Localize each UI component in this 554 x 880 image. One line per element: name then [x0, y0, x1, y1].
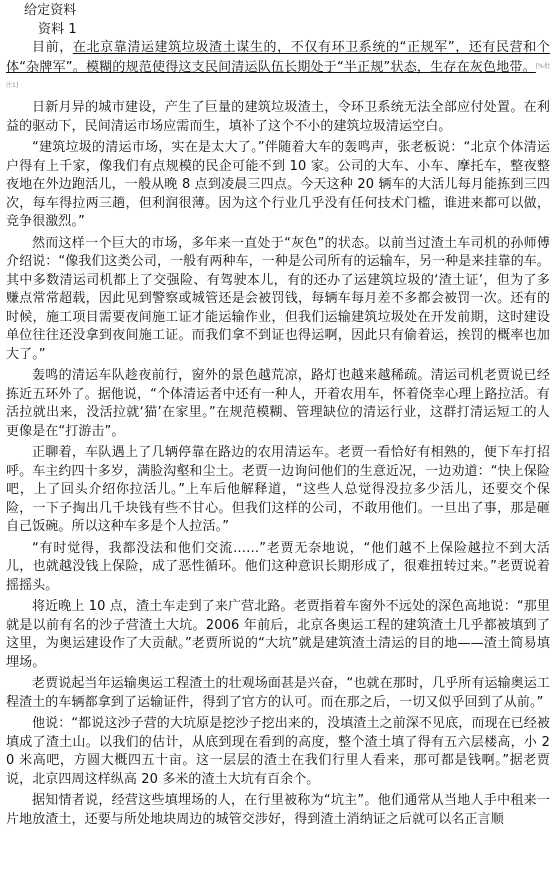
- document-page: [6, 2, 550, 829]
- paragraph-3: “建筑垃圾的清运市场，实在是太大了。”伴随着大车的轰鸣声，张老板说：“北京个体清运户得有上千家，像我们有点规模的民企可能不到 10 家。公司的大车、小车、摩托车，整夜整夜地在外边跑活儿，一般从晚 8 点到凌晨三四点。今天这种 20 辆车的大活儿每月能拣到三四次，每车得拉两三趟，但利润很薄。因为这个行业几乎没有任何技术门槛，谁进来都可以做，竞争很激烈。”: [6, 140, 550, 229]
- paragraph-4: 然而这样一个巨大的市场，多年来一直处于“灰色”的状态。以前当过渣土车司机的孙师傅介绍说：“像我们这类公司，一般有两种车，一种是公司所有的运输车，另一种是来挂靠的车。其中多数清运司机都上了交强险、有驾驶本儿，有的还办了运建筑垃圾的‘渣土证’，但为了多赚点常常超载，因此见到警察或城管还是会被罚钱，每辆车每月差不多都会被罚一次。还有的时候，施工项目需要夜间施工证才能运输作业，但我们运输建筑垃圾处在开发前期，这时建设单位往往还没拿到夜间施工证。而我们拿不到证也得运啊，因此只有偷着运，挨罚的概率也加大了。”: [6, 235, 550, 362]
- paragraph-7: “有时觉得，我都没法和他们交流……”老贾无奈地说，“他们越不上保险越拉不到大活儿，也就越没钱上保险，成了恶性循环。他们这种意识长期形成了，很难扭转过来。”老贾说着摇摇头。: [6, 540, 550, 593]
- paragraph-2: 日新月异的城市建设，产生了巨量的建筑垃圾渣土，令环卫系统无法全部应付处置。在利益的驱动下，民间清运市场应需而生，填补了这个不小的建筑垃圾清运空白。: [6, 100, 550, 134]
- annotation-marker: [%批注1]: [6, 62, 550, 89]
- paragraph-10: 他说：“都说这沙子营的大坑原是挖沙子挖出来的，没填渣土之前深不见底，而现在已经被填成了渣土山。以我们的估计，从底到现在看到的高度，整个渣土填了得有五六层楼高，小 20 米高吧，方圆大概四五十亩。这一层层的渣土在我们行里人看来，那可都是钱啊。”据老贾说，北京四周这样纵高 20 多米的渣土大坑有百余个。: [6, 716, 550, 787]
- material-label: 资料 1: [38, 21, 77, 37]
- paragraph-5: 轰鸣的清运车队趁夜前行，窗外的景色越荒凉，路灯也越来越稀疏。清运司机老贾说已经拣近五环外了。据他说，“个体清运者中还有一种人，开着农用车，怀着侥幸心理上路拉活。有活拉就出来，没活拉就‘猫’在家里。”在规范模糊、管理缺位的清运行业，这群打清运短工的人更像是在“打游击”。: [6, 368, 550, 439]
- paragraph-1: [6, 39, 550, 96]
- paragraph-9: 老贾说起当年运输奥运工程渣土的壮观场面甚是兴奋，“也就在那时，几乎所有运输奥运工程渣土的车辆都拿到了运输证件，得到了官方的认可。而在那之后，一切又似乎回到了从前。”: [6, 676, 550, 710]
- paragraph-11: 据知情者说，经营这些填埋场的人，在行里被称为“坑主”。他们通常从当地人手中租来一片地放渣土，还要与所处地块周边的城管交涉好，得到渣土消纳证之后就可以名正言顺: [6, 793, 550, 827]
- paragraph-6: 正聊着，车队遇上了几辆停靠在路边的农用清运车。老贾一看恰好有相熟的，便下车打招呼。车主约四十多岁，满脸沟壑和尘土。老贾一边询问他们的生意近况，一边劝道：“快上保险吧，上了回头介绍你拉活儿。”上车后他解释道，“这些人总觉得没拉多少活儿，还要交个保险，一下子掏出几千块钱有些不甘心。但我们这样的公司，不敢用他们。一旦出了事，那是砸自己饭碗。所以这种车多是个人拉活。”: [6, 445, 550, 534]
- paragraph-8: 将近晚上 10 点，渣土车走到了来广营北路。老贾指着车窗外不远处的深色高地说：“那里就是以前有名的沙子营渣土大坑。2006 年前后，北京各奥运工程的建筑渣土几乎都被填到了这里，为奥运建设作了大贡献。”老贾所说的“大坑”就是建筑渣土清运的目的地——渣土简易填埋场。: [6, 599, 550, 670]
- document-title: 给定资料: [24, 3, 77, 18]
- paragraph-1-lead: 目前，: [32, 40, 73, 55]
- underlined-passage: 在北京靠清运建筑垃圾渣土谋生的，不仅有环卫系统的“正规军”，还有民营和个体“杂牌军”。模糊的规范使得这支民间清运队伍长期处于“半正规”状态，生存在灰色地带。: [6, 40, 550, 75]
